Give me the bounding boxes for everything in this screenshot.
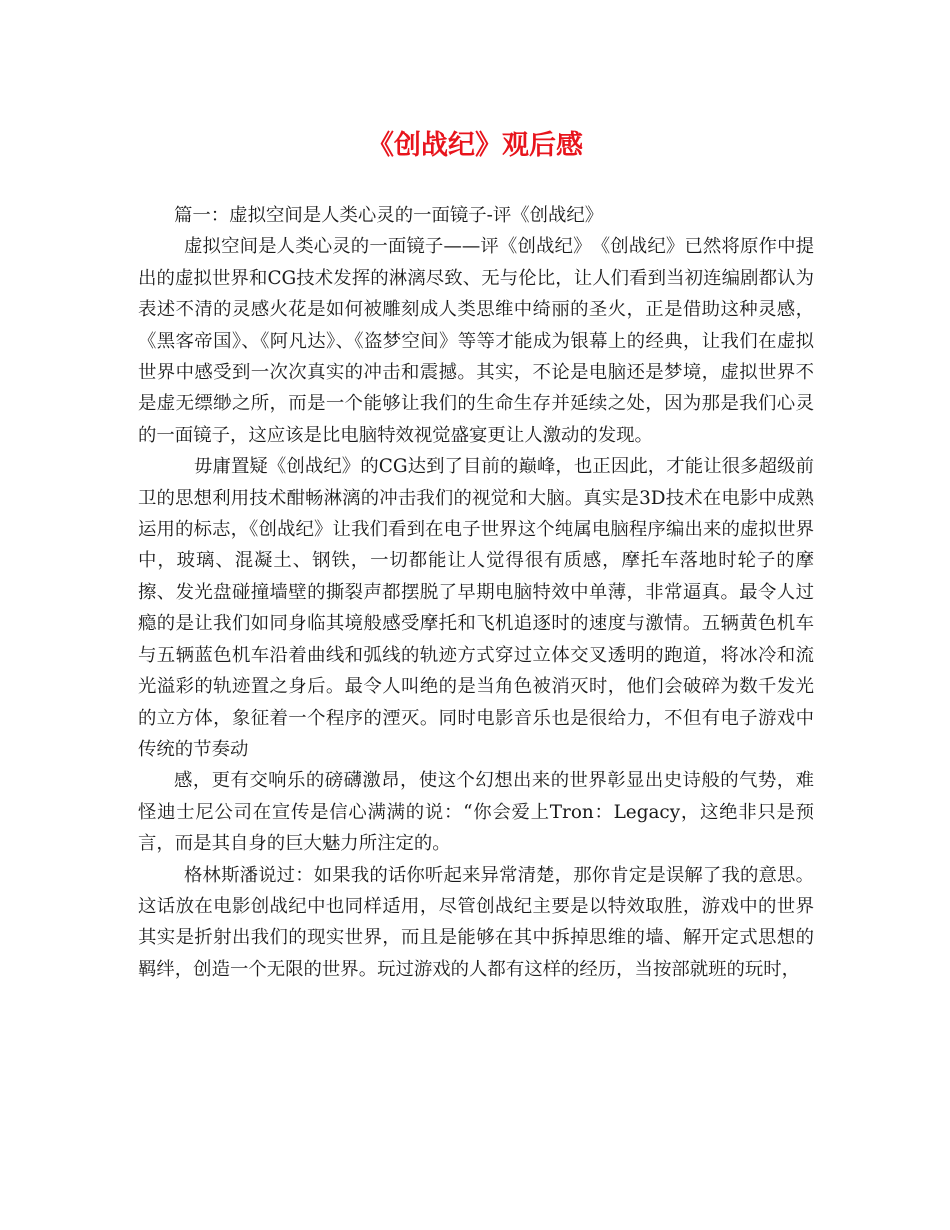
section-heading: 篇一：虚拟空间是人类心灵的一面镜子-评《创战纪》 (174, 205, 604, 226)
paragraph: 感，更有交响乐的磅礴激昂，使这个幻想出来的世界彰显出史诗般的气势，难怪迪士尼公司在宣传是信心满满的说：“你会爱上Tron：Legacy，这绝非只是预言，而是其自身的巨大魅力所注定的。 (138, 770, 814, 855)
paragraph: 格林斯潘说过：如果我的话你听起来异常清楚，那你肯定是误解了我的意思。这话放在电影创战纪中也同样适用，尽管创战纪主要是以特效取胜，游戏中的世界其实是折射出我们的现实世界，而且是能够在其中拆掉思维的墙、解开定式思想的羁绊，创造一个无限的世界。玩过游戏的人都有这样的经历，当按部就班的玩时， (138, 864, 814, 980)
document-title: 《创战纪》观后感 (367, 130, 583, 161)
paragraph: 虚拟空间是人类心灵的一面镜子——评《创战纪》 《创战纪》已然将原作中提出的虚拟世界和CG技术发挥的淋漓尽致、无与伦比，让人们看到当初连编剧都认为表述不清的灵感火花是如何被雕刻成人类思维中绮丽的圣火，正是借助这种灵感，《黑客帝国》、《阿凡达》、《盗梦空间》等等才能成为银幕上的经典，让我们在虚拟世界中感受到一次次真实的冲击和震撼。其实，不论是电脑还是梦境，虚拟世界不是虚无缥缈之所，而是一个能够让我们的生命生存并延续之处，因为那是我们心灵的一面镜子，这应该是比电脑特效视觉盛宴更让人激动的发现。 (138, 236, 814, 446)
document-body (138, 200, 814, 985)
paragraph: 毋庸置疑《创战纪》的CG达到了目前的巅峰，也正因此，才能让很多超级前卫的思想利用技术酣畅淋漓的冲击我们的视觉和大脑。真实是3D技术在电影中成熟运用的标志，《创战纪》让我们看到在电子世界这个纯属电脑程序编出来的虚拟世界中，玻璃、混凝土、钢铁，一切都能让人觉得很有质感，摩托车落地时轮子的摩擦、发光盘碰撞墙壁的撕裂声都摆脱了早期电脑特效中单薄，非常逼真。最令人过瘾的是让我们如同身临其境般感受摩托和飞机追逐时的速度与激情。五辆黄色机车与五辆蓝色机车沿着曲线和弧线的轨迹方式穿过立体交叉透明的跑道，将冰冷和流光溢彩的轨迹置之身后。最令人叫绝的是当角色被消灭时，他们会破碎为数千发光的立方体，象征着一个程序的湮灭。同时电影音乐也是很给力，不但有电子游戏中传统的节奏动 (138, 456, 814, 760)
